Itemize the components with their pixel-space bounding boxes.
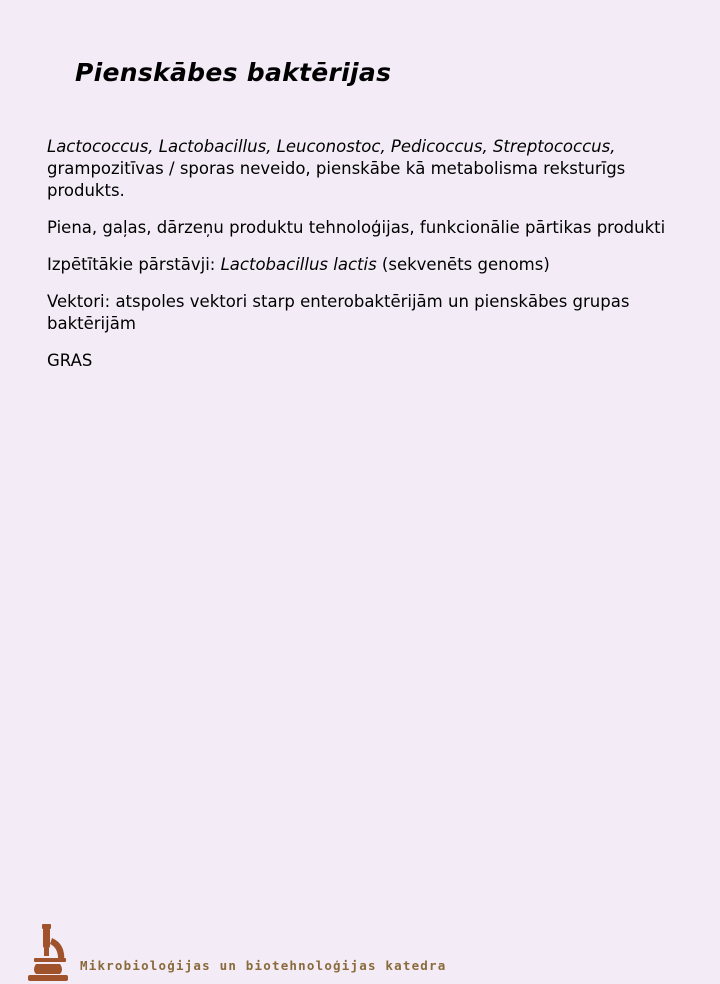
paragraph-applications: Piena, gaļas, dārzeņu produktu tehnoloģijas, funkcionālie pārtikas produkti xyxy=(47,218,666,237)
footer xyxy=(0,460,720,973)
paragraph-representatives xyxy=(47,254,667,276)
paragraph-vectors: Vektori: atspoles vektori starp enterobaktērijām un pienskābes grupas baktērijām xyxy=(47,292,630,333)
microscope-icon xyxy=(22,922,72,984)
paragraph-gras: GRAS xyxy=(47,351,93,370)
slide-content xyxy=(47,136,667,387)
department-name: Mikrobioloģijas un biotehnoloģijas katedra xyxy=(80,958,447,973)
genera-description: grampozitīvas / sporas neveido, pienskābe kā metabolisma reksturīgs produkts. xyxy=(47,159,626,200)
slide-title: Pienskābes baktērijas xyxy=(75,58,392,87)
species-name: Lactobacillus lactis xyxy=(220,255,377,274)
genome-note: (sekvenēts genoms) xyxy=(376,255,550,274)
representatives-label: Izpētītākie pārstāvji: xyxy=(47,255,221,274)
paragraph-genera xyxy=(47,136,667,202)
genera-list: Lactococcus, Lactobacillus, Leuconostoc, Pedicoccus, Streptococcus, xyxy=(47,137,616,156)
